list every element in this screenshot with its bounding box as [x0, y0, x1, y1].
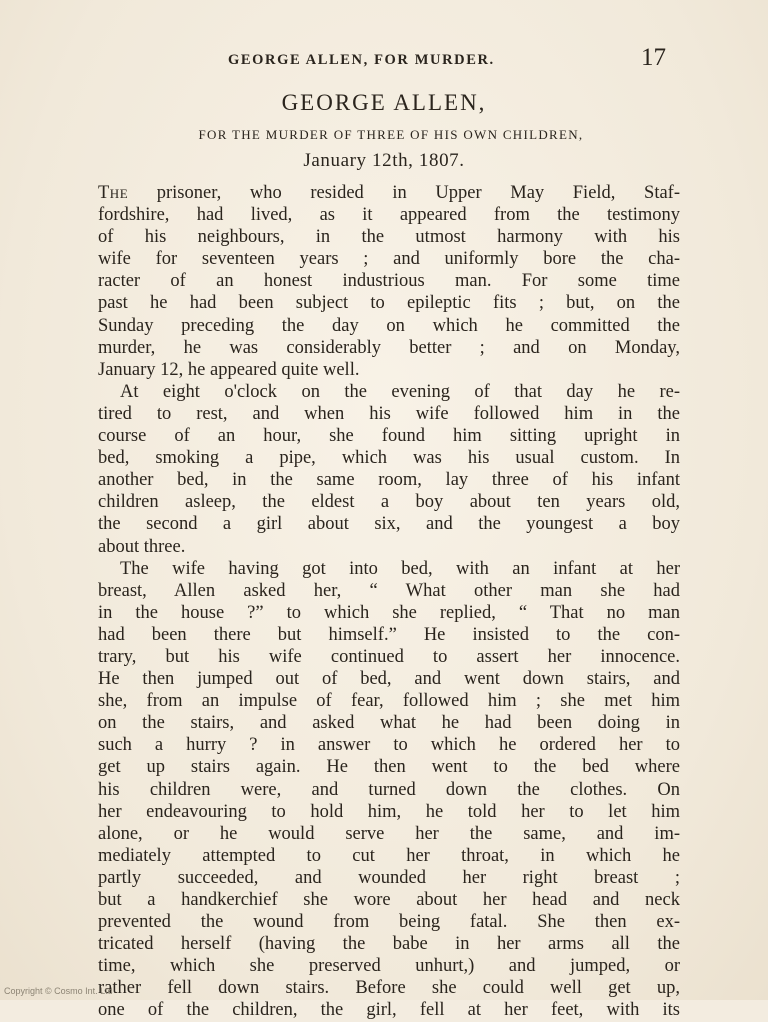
- text-line: The wife having got into bed, with an infant at her: [120, 558, 680, 579]
- text-line: had been there but himself.” He insisted to the con-: [98, 624, 680, 645]
- text-line: she, from an impulse of fear, followed him ; she met him: [98, 691, 680, 712]
- text-line: fordshire, had lived, as it appeared from the testimony: [98, 205, 680, 226]
- text-line: prevented the wound from being fatal. She then ex-: [98, 912, 680, 933]
- copyright-watermark: Copyright © Cosmo Int. Ltd: [4, 986, 113, 996]
- page-number: 17: [641, 44, 666, 71]
- article-subtitle: FOR THE MURDER OF THREE OF HIS OWN CHILDREN,: [198, 127, 584, 142]
- text-line: on the stairs, and asked what he had been doing in: [98, 713, 680, 734]
- text-line: but a handkerchief she wore about her head and neck: [98, 890, 680, 910]
- opening-word: The: [98, 183, 129, 203]
- text-line: time, which she preserved unhurt,) and jumped, or: [98, 956, 680, 977]
- text-line: of his neighbours, in the utmost harmony with his: [98, 227, 680, 248]
- text-line: January 12, he appeared quite well.: [98, 359, 360, 380]
- text-line: partly succeeded, and wounded her right breast ;: [98, 867, 680, 888]
- text-line: He then jumped out of bed, and went down stairs, and: [98, 669, 680, 690]
- text-line-content: prisoner, who resided in Upper May Field, Staf-: [128, 183, 680, 203]
- text-line: wife for seventeen years ; and uniformly bore the cha-: [98, 249, 680, 270]
- article-date: January 12th, 1807.: [303, 150, 465, 171]
- text-line: get up stairs again. He then went to the bed where: [98, 757, 680, 778]
- text-line: murder, he was considerably better ; and on Monday,: [98, 337, 680, 358]
- text-line: in the house ?” to which she replied, “ That no man: [98, 602, 680, 623]
- text-line: Sunday preceding the day on which he committed the: [98, 315, 680, 336]
- text-line: her endeavouring to hold him, he told her to let him: [98, 801, 680, 822]
- text-line: his children were, and turned down the clothes. On: [98, 779, 680, 800]
- text-line: the second a girl about six, and the youngest a boy: [98, 514, 680, 535]
- text-line: At eight o'clock on the evening of that day he re-: [120, 381, 680, 402]
- text-line: past he had been subject to epileptic fits ; but, on the: [98, 293, 680, 314]
- text-line: breast, Allen asked her, “ What other man she had: [98, 580, 680, 601]
- running-head: GEORGE ALLEN, FOR MURDER.: [228, 52, 495, 68]
- text-line: such a hurry ? in answer to which he ordered her to: [98, 735, 680, 756]
- article-title: GEORGE ALLEN,: [281, 90, 487, 115]
- text-line: racter of an honest industrious man. For some time: [98, 271, 680, 292]
- text-line: bed, smoking a pipe, which was his usual custom. In: [98, 448, 680, 469]
- text-line: alone, or he would serve her the same, and im-: [98, 823, 680, 844]
- text-line: rather fell down stairs. Before she could well get up,: [98, 978, 680, 999]
- text-line: [98, 182, 680, 204]
- text-line: another bed, in the same room, lay three of his infant: [98, 470, 680, 491]
- text-line: children asleep, the eldest a boy about ten years old,: [98, 492, 680, 513]
- text-line: tricated herself (having the babe in her arms all the: [98, 934, 680, 955]
- text-line: trary, but his wife continued to assert her innocence.: [98, 646, 680, 667]
- text-line: course of an hour, she found him sitting upright in: [98, 426, 680, 447]
- article-body: [98, 182, 680, 1022]
- text-line: mediately attempted to cut her throat, in which he: [98, 845, 680, 866]
- text-line: about three.: [98, 536, 186, 557]
- text-line: tired to rest, and when his wife followed him in the: [98, 403, 680, 424]
- text-line: one of the children, the girl, fell at her feet, with its: [98, 1000, 680, 1021]
